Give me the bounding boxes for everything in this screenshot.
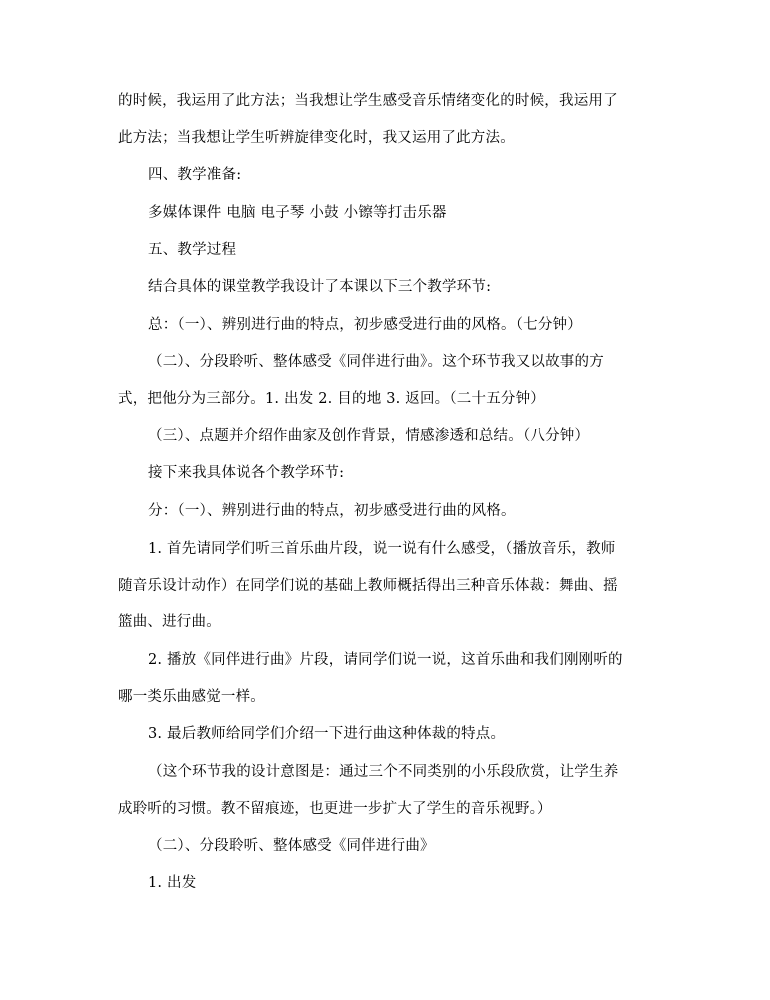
text-line-1: 的时候，我运用了此方法；当我想让学生感受音乐情绪变化的时候，我运用了 (118, 93, 618, 109)
text-line-18: 3. 最后教师给同学们介绍一下进行曲这种体裁的特点。 (148, 726, 506, 742)
materials-list: 多媒体课件 电脑 电子琴 小鼓 小镲等打击乐器 (148, 205, 447, 221)
section-heading-preparation: 四、教学准备: (148, 167, 242, 183)
text-line-13: 1. 首先请同学们听三首乐曲片段，说一说有什么感受，（播放音乐，教师 (148, 541, 616, 557)
text-line-6: 结合具体的课堂教学我设计了本课以下三个教学环节: (148, 279, 492, 295)
text-line-8: （二）、分段聆听、整体感受《同伴进行曲》。这个环节我又以故事的方 (148, 354, 604, 370)
text-line-22: 1. 出发 (148, 875, 197, 891)
text-line-11: 接下来我具体说各个教学环节: (148, 465, 345, 481)
text-line-17: 哪一类乐曲感觉一样。 (118, 689, 265, 705)
text-line-12: 分：（一）、辨别进行曲的特点，初步感受进行曲的风格。 (148, 503, 516, 519)
text-line-15: 篮曲、进行曲。 (118, 614, 221, 630)
text-line-9: 式，把他分为三部分。1. 出发 2. 目的地 3. 返回。（二十五分钟） (118, 391, 545, 407)
text-line-7: 总：（一）、辨别进行曲的特点，初步感受进行曲的风格。（七分钟） (148, 317, 582, 333)
text-line-21: （二）、分段聆听、整体感受《同伴进行曲》 (148, 838, 435, 854)
section-heading-process: 五、教学过程 (148, 242, 237, 258)
text-line-14: 随音乐设计动作）在同学们说的基础上教师概括得出三种音乐体裁：舞曲、摇 (118, 578, 618, 594)
text-line-2: 此方法；当我想让学生听辨旋律变化时，我又运用了此方法。 (118, 130, 515, 146)
text-line-10: （三）、点题并介绍作曲家及创作背景，情感渗透和总结。（八分钟） (148, 428, 590, 444)
text-line-16: 2. 播放《同伴进行曲》片段，请同学们说一说，这首乐曲和我们刚刚听的 (148, 652, 623, 668)
text-line-20: 成聆听的习惯。教不留痕迹，也更进一步扩大了学生的音乐视野。） (118, 801, 552, 817)
text-line-19: （这个环节我的设计意图是：通过三个不同类别的小乐段欣赏，让学生养 (148, 764, 619, 780)
